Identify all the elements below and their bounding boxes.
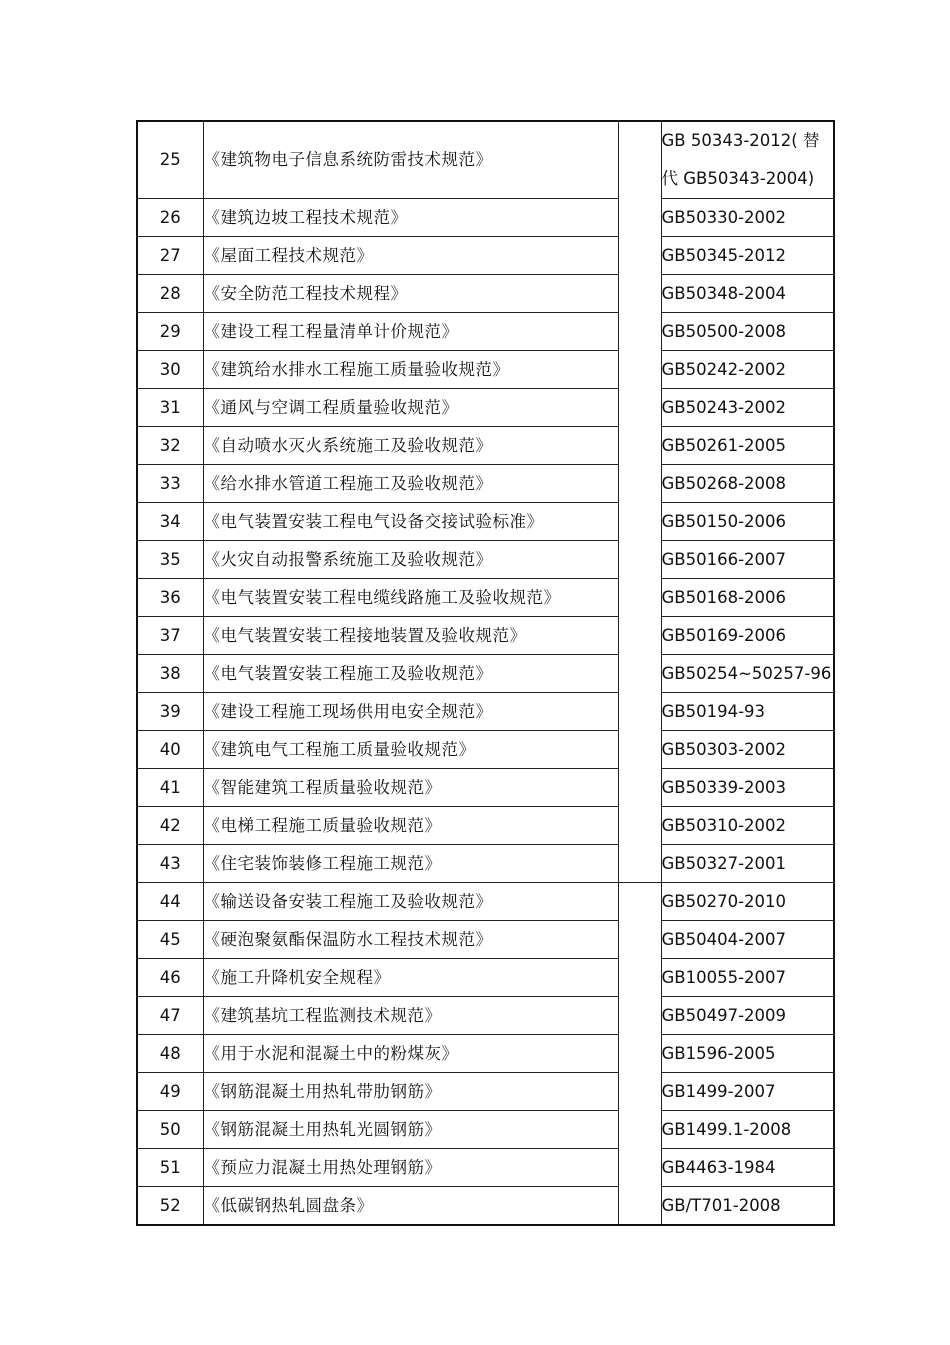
standard-code: GB50270-2010 (661, 883, 834, 921)
standard-name: 《电气装置安装工程接地装置及验收规范》 (203, 617, 618, 655)
standard-name: 《建筑物电子信息系统防雷技术规范》 (203, 121, 618, 199)
table-row (137, 997, 834, 1035)
row-number: 38 (137, 655, 203, 693)
standard-code: GB1499.1-2008 (661, 1111, 834, 1149)
row-number: 30 (137, 351, 203, 389)
standard-code: GB50261-2005 (661, 427, 834, 465)
row-number: 31 (137, 389, 203, 427)
table-row (137, 351, 834, 389)
table-row (137, 1111, 834, 1149)
table-row (137, 313, 834, 351)
row-number: 49 (137, 1073, 203, 1111)
standard-code: GB50303-2002 (661, 731, 834, 769)
standard-name: 《建设工程施工现场供用电安全规范》 (203, 693, 618, 731)
standard-name: 《硬泡聚氨酯保温防水工程技术规范》 (203, 921, 618, 959)
standard-code: GB50404-2007 (661, 921, 834, 959)
standard-name: 《电梯工程施工质量验收规范》 (203, 807, 618, 845)
row-number: 42 (137, 807, 203, 845)
blank-cell (618, 121, 661, 883)
row-number: 46 (137, 959, 203, 997)
standard-name: 《智能建筑工程质量验收规范》 (203, 769, 618, 807)
standard-code: GB50348-2004 (661, 275, 834, 313)
row-number: 39 (137, 693, 203, 731)
row-number: 40 (137, 731, 203, 769)
row-number: 45 (137, 921, 203, 959)
table-row (137, 883, 834, 921)
table-row (137, 769, 834, 807)
row-number: 36 (137, 579, 203, 617)
row-number: 25 (137, 121, 203, 199)
standard-name: 《给水排水管道工程施工及验收规范》 (203, 465, 618, 503)
standard-name: 《建设工程工程量清单计价规范》 (203, 313, 618, 351)
standard-code: GB10055-2007 (661, 959, 834, 997)
standard-name: 《建筑基坑工程监测技术规范》 (203, 997, 618, 1035)
table-row (137, 1035, 834, 1073)
table-row (137, 1073, 834, 1111)
standard-code (661, 121, 834, 199)
standard-code: GB50339-2003 (661, 769, 834, 807)
table-row (137, 427, 834, 465)
row-number: 35 (137, 541, 203, 579)
standard-name: 《建筑给水排水工程施工质量验收规范》 (203, 351, 618, 389)
row-number: 50 (137, 1111, 203, 1149)
table-row (137, 1187, 834, 1226)
standard-name: 《电气装置安装工程施工及验收规范》 (203, 655, 618, 693)
row-number: 41 (137, 769, 203, 807)
standard-code: GB4463-1984 (661, 1149, 834, 1187)
table-row (137, 1149, 834, 1187)
standard-code: GB50497-2009 (661, 997, 834, 1035)
standard-name: 《电气装置安装工程电气设备交接试验标准》 (203, 503, 618, 541)
table-row (137, 959, 834, 997)
standard-name: 《住宅装饰装修工程施工规范》 (203, 845, 618, 883)
standard-name: 《通风与空调工程质量验收规范》 (203, 389, 618, 427)
standard-code: GB50330-2002 (661, 199, 834, 237)
standard-code: GB50194-93 (661, 693, 834, 731)
standards-table (136, 120, 835, 1226)
standard-name: 《钢筋混凝土用热轧光圆钢筋》 (203, 1111, 618, 1149)
standard-name: 《建筑电气工程施工质量验收规范》 (203, 731, 618, 769)
standard-name: 《钢筋混凝土用热轧带肋钢筋》 (203, 1073, 618, 1111)
standard-code: GB50345-2012 (661, 237, 834, 275)
row-number: 32 (137, 427, 203, 465)
standard-name: 《自动喷水灭火系统施工及验收规范》 (203, 427, 618, 465)
standard-name: 《安全防范工程技术规程》 (203, 275, 618, 313)
row-number: 34 (137, 503, 203, 541)
table-row (137, 845, 834, 883)
standard-code: GB50254~50257-96 (661, 655, 834, 693)
standard-name: 《施工升降机安全规程》 (203, 959, 618, 997)
standard-code: GB50243-2002 (661, 389, 834, 427)
standard-code: GB50310-2002 (661, 807, 834, 845)
table-row (137, 503, 834, 541)
table-row (137, 693, 834, 731)
row-number: 48 (137, 1035, 203, 1073)
table-row (137, 237, 834, 275)
table-row (137, 465, 834, 503)
standard-code: GB50169-2006 (661, 617, 834, 655)
row-number: 33 (137, 465, 203, 503)
standard-name: 《预应力混凝土用热处理钢筋》 (203, 1149, 618, 1187)
table-row (137, 121, 834, 199)
table-row (137, 579, 834, 617)
standard-name: 《火灾自动报警系统施工及验收规范》 (203, 541, 618, 579)
standard-name: 《输送设备安装工程施工及验收规范》 (203, 883, 618, 921)
row-number: 47 (137, 997, 203, 1035)
table-row (137, 275, 834, 313)
standard-name: 《用于水泥和混凝土中的粉煤灰》 (203, 1035, 618, 1073)
table-row (137, 921, 834, 959)
table-row (137, 389, 834, 427)
standard-name: 《建筑边坡工程技术规范》 (203, 199, 618, 237)
standard-code: GB50242-2002 (661, 351, 834, 389)
standard-code: GB50168-2006 (661, 579, 834, 617)
standard-code-text: GB 50343-2012( 替代 GB50343-2004) (661, 131, 820, 188)
standard-code: GB50166-2007 (661, 541, 834, 579)
row-number: 43 (137, 845, 203, 883)
table-row (137, 655, 834, 693)
standard-code: GB50327-2001 (661, 845, 834, 883)
standard-name: 《低碳钢热轧圆盘条》 (203, 1187, 618, 1226)
row-number: 44 (137, 883, 203, 921)
standard-code: GB1499-2007 (661, 1073, 834, 1111)
row-number: 29 (137, 313, 203, 351)
table-row (137, 199, 834, 237)
table-row (137, 541, 834, 579)
row-number: 26 (137, 199, 203, 237)
row-number: 28 (137, 275, 203, 313)
row-number: 51 (137, 1149, 203, 1187)
table-row (137, 807, 834, 845)
table-row (137, 731, 834, 769)
standard-name: 《电气装置安装工程电缆线路施工及验收规范》 (203, 579, 618, 617)
blank-cell (618, 883, 661, 1226)
row-number: 52 (137, 1187, 203, 1226)
table-row (137, 617, 834, 655)
row-number: 27 (137, 237, 203, 275)
standard-code: GB50268-2008 (661, 465, 834, 503)
standard-name: 《屋面工程技术规范》 (203, 237, 618, 275)
standard-code: GB/T701-2008 (661, 1187, 834, 1226)
standard-code: GB50150-2006 (661, 503, 834, 541)
row-number: 37 (137, 617, 203, 655)
standard-code: GB50500-2008 (661, 313, 834, 351)
standard-code: GB1596-2005 (661, 1035, 834, 1073)
